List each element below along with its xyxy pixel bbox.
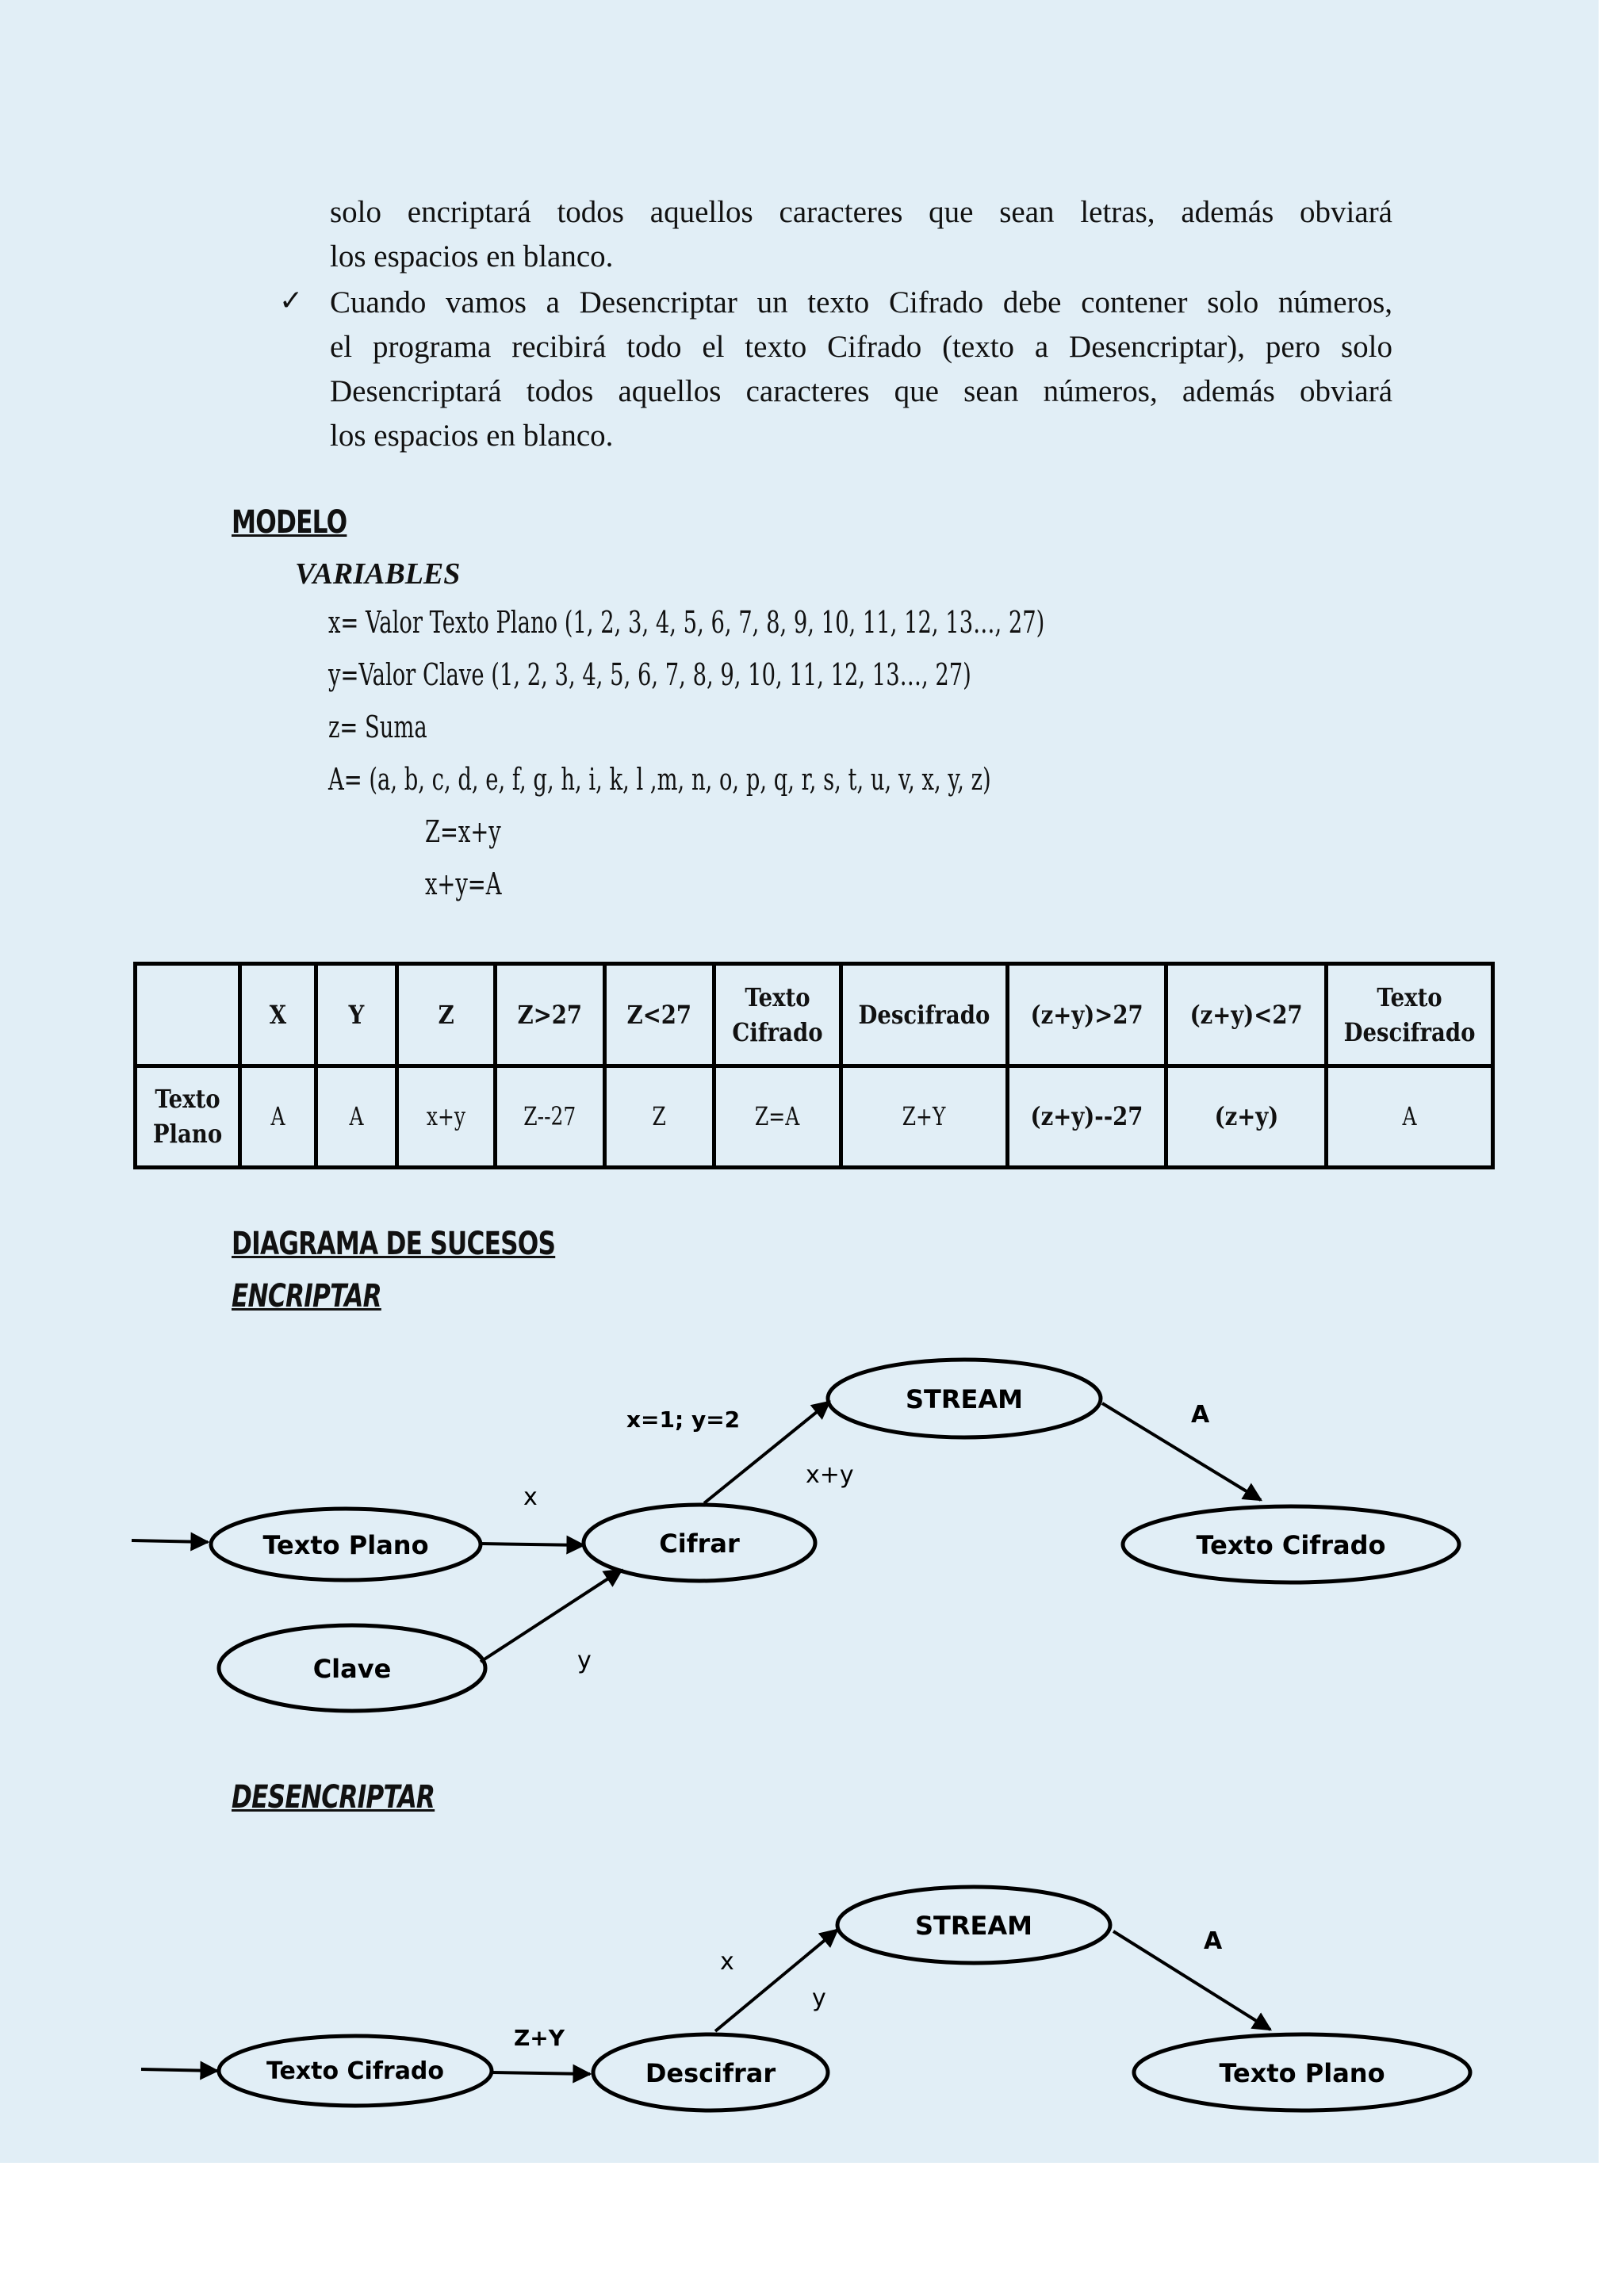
table-cell: Z=A [714,1066,841,1168]
node-label: Texto Cifrado [266,2057,445,2085]
desencriptar-diagram [141,1887,1470,2110]
table-header-cell: Texto Descifrado [1327,964,1493,1066]
table-header-cell: (z+y)>27 [1008,964,1166,1066]
table-header-cell: Y [316,964,397,1066]
node-label: Descifrar [645,2058,776,2088]
table-cell: (z+y) [1166,1066,1327,1168]
edge-label: x+y [806,1461,854,1489]
table-cell: Z [605,1066,714,1168]
node-label: Texto Cifrado [1196,1530,1386,1560]
bullet-line-3: Desencriptará todos aquellos caracteres que sean números, además obviará [330,374,1392,408]
node-label: Texto Plano [1219,2058,1385,2088]
variable-a: A= (a, b, c, d, e, f, g, h, i, k, l ,m, n, o, p, q, r, s, t, u, v, x, y, z) [328,762,991,797]
edge-label: y [812,1984,826,2012]
node-label: Clave [312,1654,392,1684]
table-cell: A [1327,1066,1493,1168]
variable-z: z= Suma [328,710,427,744]
table-cell: (z+y)--27 [1008,1066,1166,1168]
table-cell: x+y [397,1066,496,1168]
modelo-heading: MODELO [232,504,347,541]
checkmark-icon: ✓ [279,285,304,317]
node-label: Texto Plano [262,1530,429,1560]
table-header-cell: Z [397,964,496,1066]
table-header-cell: (z+y)<27 [1166,964,1327,1066]
node-label: STREAM [915,1911,1032,1941]
intro-line-1: solo encriptará todos aquellos caracteres que sean letras, además obviará [330,195,1392,229]
table-row-label: Texto Plano [136,1066,240,1168]
table-cell: Z+Y [841,1066,1008,1168]
edge-clave-cifrar [481,1570,622,1662]
bullet-line-2: el programa recibirá todo el texto Cifrado (texto a Desencriptar), pero solo [330,330,1392,364]
edge-stream-plano [1113,1931,1270,2030]
variable-y: y=Valor Clave (1, 2, 3, 4, 5, 6, 7, 8, 9, 10, 11, 12, 13…, 27) [328,657,971,692]
formula-a: x+y=A [425,867,502,901]
node-label: Cifrar [659,1529,740,1559]
variable-x: x= Valor Texto Plano (1, 2, 3, 4, 5, 6, 7, 8, 9, 10, 11, 12, 13…, 27) [328,605,1045,640]
table-header-cell: X [240,964,316,1066]
desencriptar-heading: DESENCRIPTAR [232,1779,435,1816]
intro-line-2: los espacios en blanco. [330,239,614,274]
formula-z: Z=x+y [425,814,501,849]
edge-descifrar-stream [715,1930,837,2031]
table-cell: A [240,1066,316,1168]
encriptar-heading: ENCRIPTAR [232,1278,381,1314]
edge-label: y [577,1647,592,1674]
input-arrow [141,2069,217,2071]
input-arrow [132,1540,208,1542]
bullet-line-4: los espacios en blanco. [330,419,614,453]
bullet-line-1: Cuando vamos a Desencriptar un texto Cifrado debe contener solo números, [330,285,1392,320]
variables-subheading: VARIABLES [295,557,461,591]
table-header-cell: Z>27 [496,964,605,1066]
edge-stream-cifrado [1102,1403,1261,1500]
table-header-cell: Z<27 [605,964,714,1066]
edge-label: x [720,1948,734,1976]
table-header-cell: Texto Cifrado [714,964,841,1066]
edge-label: x [523,1483,538,1511]
node-label: STREAM [906,1384,1023,1414]
diagrama-heading: DIAGRAMA DE SUCESOS [232,1226,556,1262]
edge-label: A [1204,1927,1223,1955]
edge-label: A [1191,1401,1210,1429]
table-header-cell: Descifrado [841,964,1008,1066]
edge-label: Z+Y [514,2025,565,2051]
edge-cifrado-descifrar [492,2072,590,2074]
edge-label: x=1; y=2 [626,1406,741,1433]
table-cell: Z--27 [496,1066,605,1168]
edge-plano-cifrar [481,1544,584,1545]
table-cell: A [316,1066,397,1168]
encriptar-diagram [132,1360,1459,1711]
